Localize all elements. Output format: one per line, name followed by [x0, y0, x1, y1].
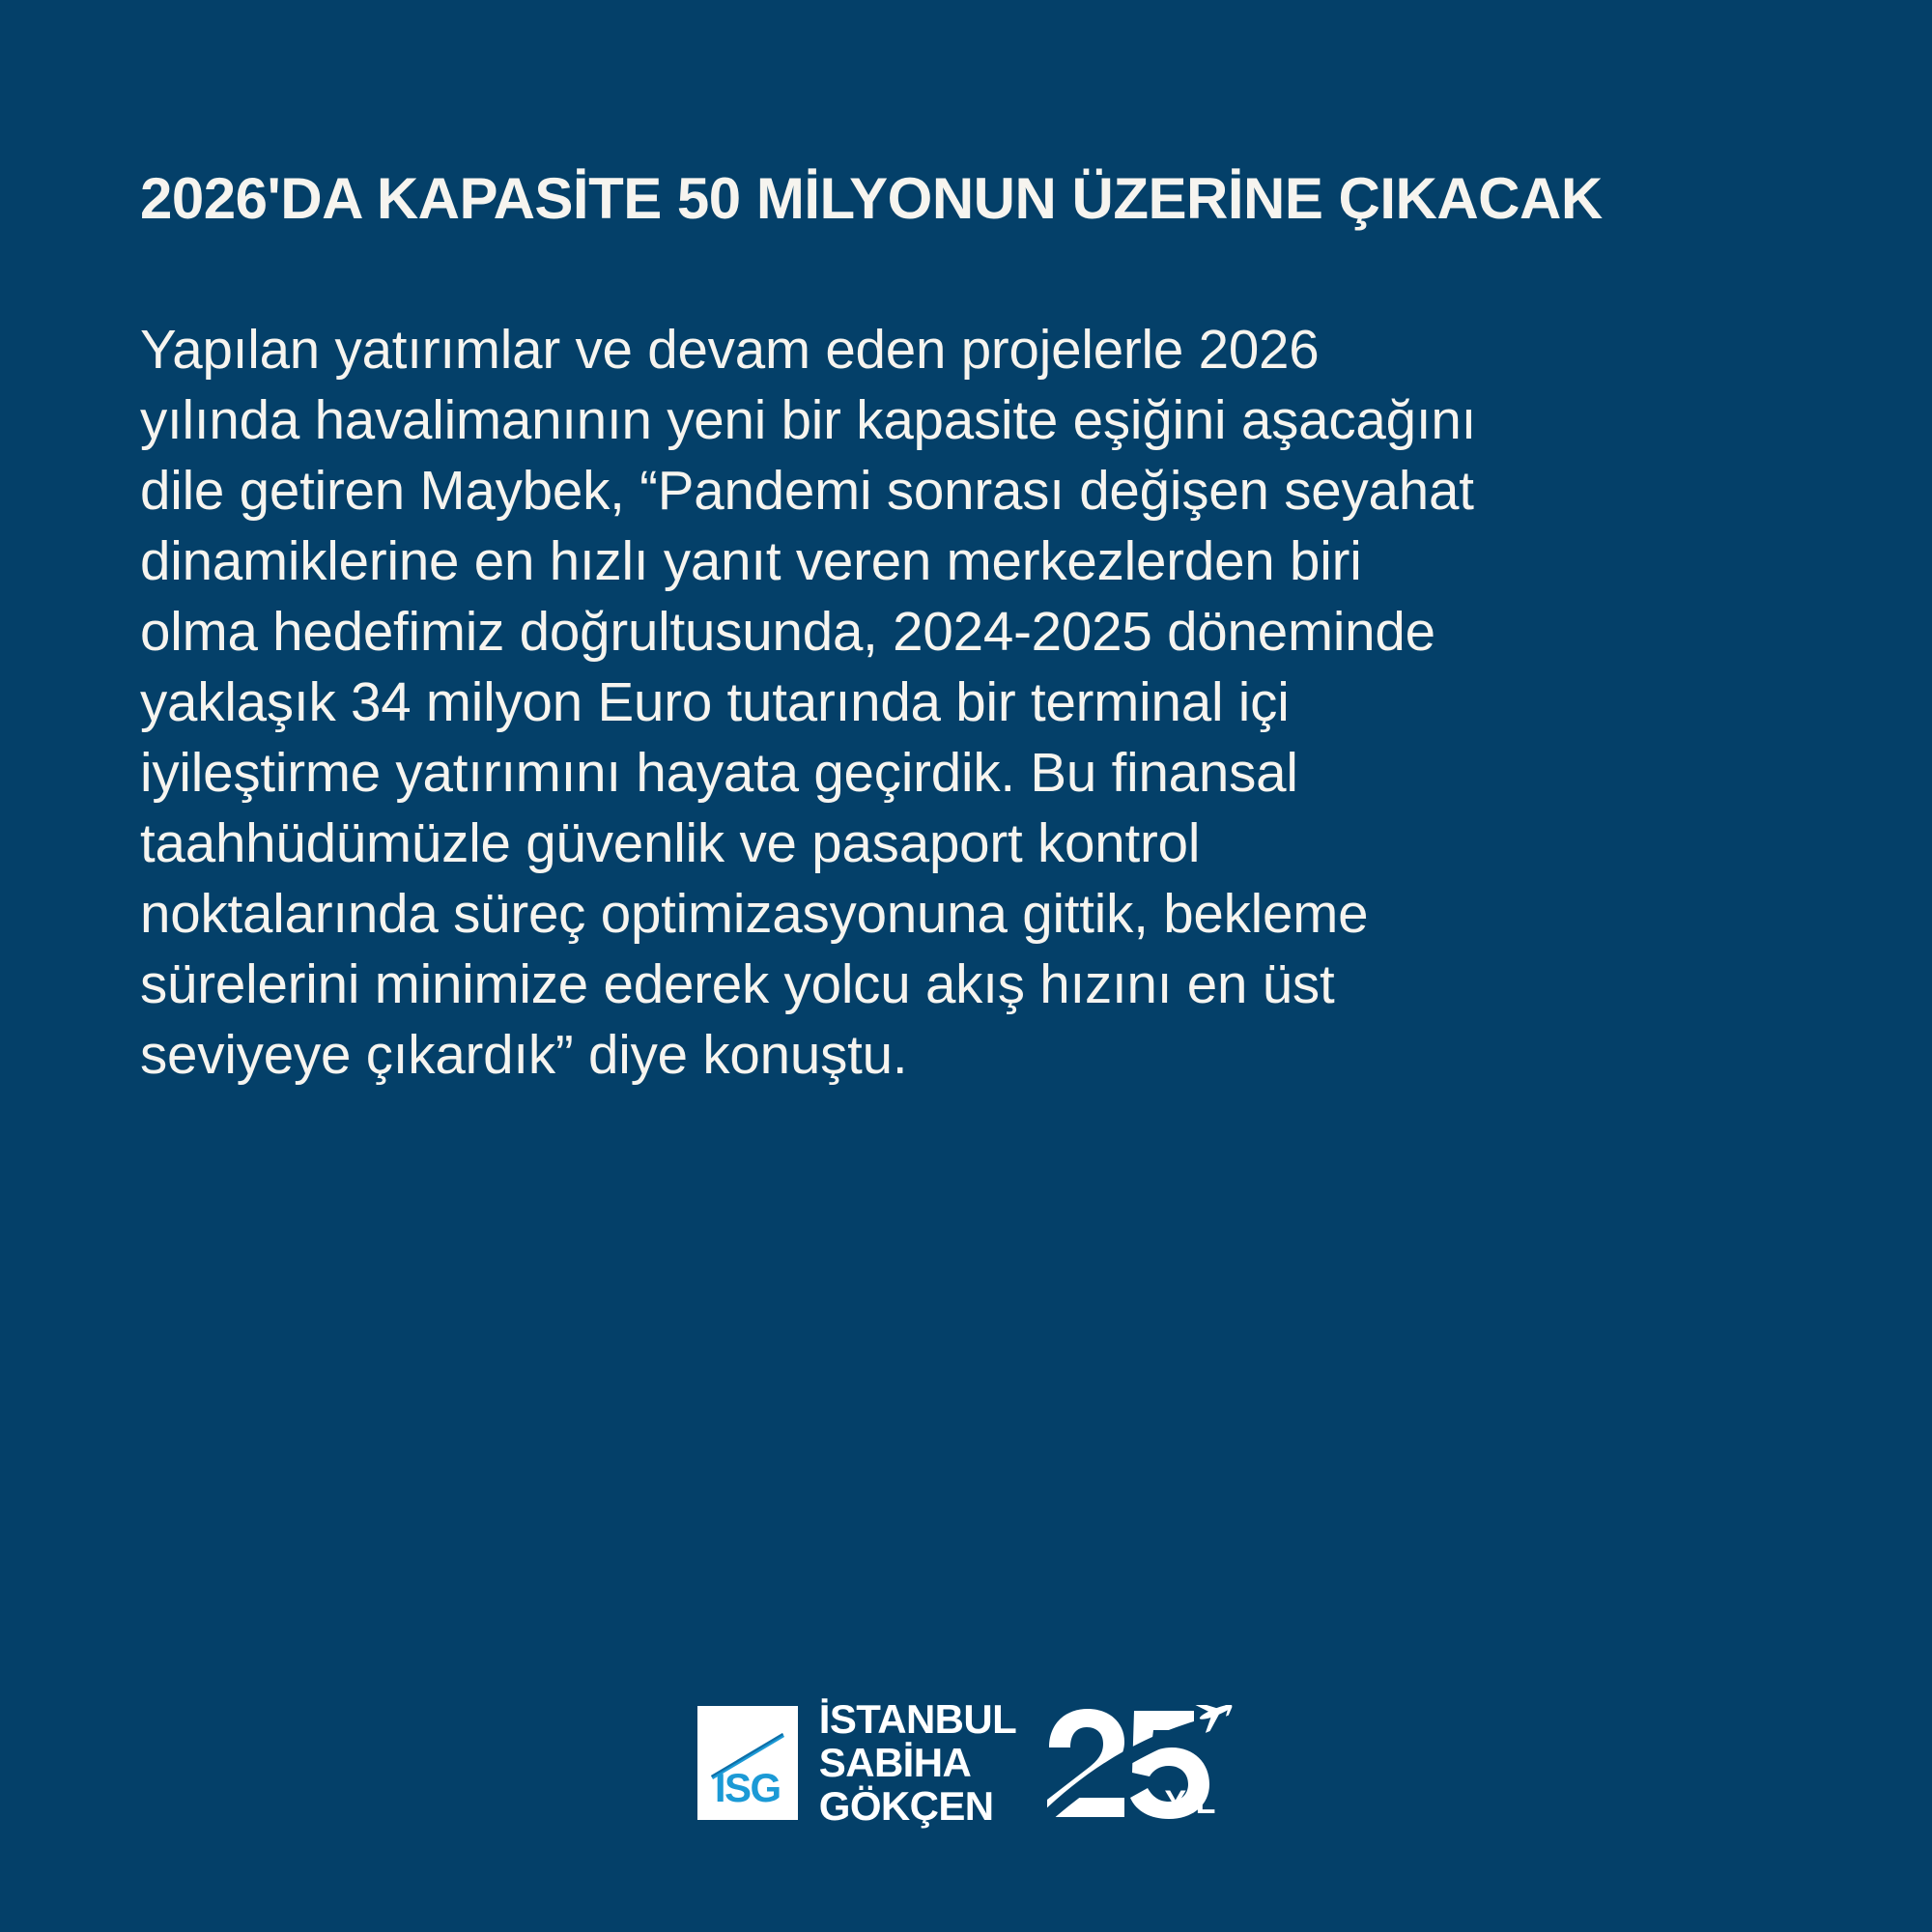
wordmark-line-sabiha: SABİHA: [818, 1740, 972, 1785]
body-line: iyileştirme yatırımını hayata geçirdik. Bu finansal: [140, 742, 1298, 803]
body-line: dile getiren Maybek, “Pandemi sonrası değişen seyahat: [140, 460, 1474, 521]
body-line: yılında havalimanının yeni bir kapasite eşiğini aşacağını: [140, 389, 1477, 450]
footer-logo-lockup: [0, 1696, 1932, 1829]
wordmark-line-gokcen: GÖKÇEN: [818, 1783, 994, 1829]
body-line: dinamiklerine en hızlı yanıt veren merkezlerden biri: [140, 530, 1362, 591]
body-line: sürelerini minimize ederek yolcu akış hızını en üst: [140, 953, 1335, 1014]
page-title: 2026'DA KAPASİTE 50 MİLYONUN ÜZERİNE ÇIKACAK: [140, 166, 1603, 231]
body-line: taahhüdümüzle güvenlik ve pasaport kontrol: [140, 812, 1201, 873]
body-line: noktalarında süreç optimizasyonuna gittik, bekleme: [140, 883, 1369, 944]
body-line: seviyeye çıkardık” diye konuştu.: [140, 1024, 908, 1085]
airport-wordmark: [818, 1696, 1017, 1829]
isg-logo-label: ISG: [714, 1765, 781, 1810]
body-line: Yapılan yatırımlar ve devam eden projelerle 2026: [140, 319, 1320, 380]
isg-logo-icon: [697, 1706, 798, 1820]
anniversary-suffix-label: .YIL: [1155, 1784, 1216, 1821]
body-paragraph: [140, 314, 1821, 1090]
body-line: olma hedefimiz doğrultusunda, 2024-2025 döneminde: [140, 601, 1435, 662]
wordmark-line-istanbul: İSTANBUL: [818, 1696, 1017, 1742]
body-line: yaklaşık 34 milyon Euro tutarında bir terminal içi: [140, 671, 1290, 732]
anniversary-25-yil-icon: [1041, 1705, 1235, 1821]
